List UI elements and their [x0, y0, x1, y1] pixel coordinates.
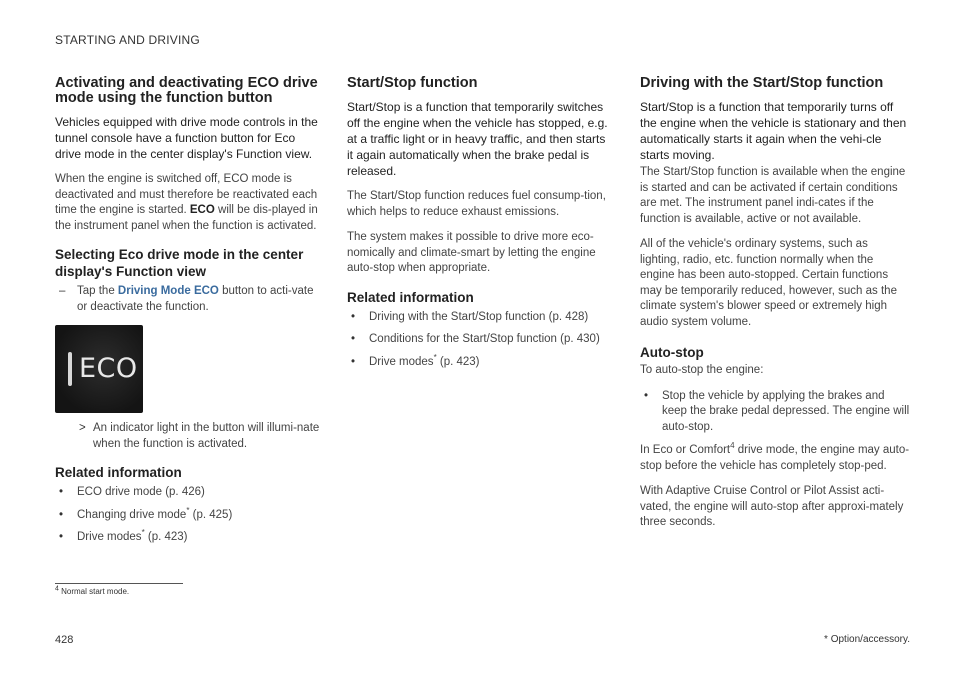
- result-text: An indicator light in the button will illumi-nate when the function is activated.: [93, 422, 320, 450]
- related-link-text: Drive modes: [369, 355, 434, 368]
- eco-comfort-text-after: drive mode, the engine may auto-stop before the vehicle has completely stop-ped.: [640, 444, 910, 472]
- para-eco-text-before: When the engine is switched off, ECO mode is deactivated and must therefore be reactivated each time the engine is started.: [55, 173, 318, 216]
- lead-start-stop: Start/Stop is a function that temporarily switches off the engine when the vehicle has stopped, e.g. at a traffic light or in heavy traffic, and then starts it again automatically when the brake pedal is released.: [347, 100, 608, 178]
- auto-stop-list: [640, 389, 910, 436]
- footnote: [55, 587, 129, 596]
- related-link-changing-drive-mode[interactable]: [55, 505, 320, 524]
- column-eco-mode: [55, 76, 320, 554]
- heading-driving-start-stop: Driving with the Start/Stop function: [640, 75, 884, 91]
- eco-button-image: [55, 325, 143, 413]
- subheading-auto-stop: Auto-stop: [640, 345, 704, 360]
- para-availability: The Start/Stop function is available when the engine is started and can be activated if certain conditions are met. The instrument panel indi-cates if the function is available, active or not available.: [640, 166, 906, 225]
- indicator-light-bar: [68, 352, 72, 386]
- para-eco-driving: The system makes it possible to drive more eco-nomically and climate-smart by letting the engine auto-stop when appropriate.: [347, 231, 596, 274]
- related-link-page: (p. 423): [436, 355, 480, 368]
- result-indicator: [55, 421, 320, 452]
- option-star: *: [141, 528, 145, 538]
- section-header: STARTING AND DRIVING: [55, 33, 200, 47]
- related-link-drive-modes[interactable]: [55, 530, 320, 546]
- result-marker: >: [79, 422, 86, 434]
- option-star: *: [433, 352, 437, 362]
- footnote-number: 4: [55, 585, 59, 593]
- step-marker: –: [59, 285, 66, 297]
- related-info-heading: Related information: [55, 465, 182, 480]
- footnote-text: Normal start mode.: [58, 587, 130, 596]
- para-auto-stop-intro: To auto-stop the engine:: [640, 364, 764, 376]
- related-link-drive-modes[interactable]: [347, 352, 613, 371]
- related-link-text: Changing drive mode: [77, 508, 187, 521]
- para-eco-comfort: [640, 443, 910, 474]
- para-ordinary-systems: All of the vehicle's ordinary systems, such as lighting, radio, etc. function normally when the engine has been auto-stopped. Certain functions may be temporarily reduced, however, such as the climate system's blower speed or extremely high audio system volume.: [640, 238, 897, 328]
- related-link-text: Drive modes: [77, 531, 142, 543]
- para-adaptive-cruise: With Adaptive Cruise Control or Pilot Assist acti-vated, the engine will auto-stop after approxi-mately three seconds.: [640, 485, 904, 528]
- related-list-col1: [55, 485, 320, 546]
- eco-comfort-text-before: In Eco or Comfort: [640, 444, 731, 456]
- option-accessory-note: * Option/accessory.: [824, 634, 910, 645]
- option-star: *: [186, 505, 190, 515]
- related-link-text: ECO drive mode (p. 426): [77, 486, 205, 498]
- lead-driving-start-stop: Start/Stop is a function that temporarily turns off the engine when the vehicle is stationary and then automatically starts it again when the vehi-cle starts moving.: [640, 100, 907, 162]
- step-tap-button: [55, 284, 320, 315]
- lead-eco: Vehicles equipped with drive mode controls in the tunnel console have a function button for Eco drive mode in the center display's Function view.: [55, 115, 318, 161]
- column-driving-start-stop: [640, 76, 910, 541]
- para-fuel-consumption: The Start/Stop function reduces fuel consump-tion, which helps to reduce exhaust emissions.: [347, 190, 606, 218]
- auto-stop-step: • Stop the vehicle by applying the brakes and keep the brake pedal depressed. The engine will auto-stop.: [640, 389, 910, 436]
- para-eco-deactivated: [55, 172, 320, 234]
- column-start-stop: [347, 76, 613, 378]
- heading-start-stop: Start/Stop function: [347, 75, 478, 91]
- footnote-divider: [55, 583, 183, 584]
- related-list-col2: [347, 310, 613, 371]
- driving-mode-eco-link[interactable]: Driving Mode ECO: [117, 285, 219, 297]
- step-text-before: Tap the: [77, 285, 118, 297]
- related-info-heading: Related information: [347, 289, 474, 305]
- eco-button-label: ECO: [79, 353, 138, 384]
- related-link-eco-drive-mode[interactable]: [55, 485, 320, 501]
- related-link-page: (p. 425): [189, 508, 233, 521]
- related-link-page: (p. 423): [144, 531, 188, 543]
- eco-term: ECO: [189, 204, 215, 216]
- subheading-function-view: Selecting Eco drive mode in the center display's Function view: [55, 247, 304, 279]
- related-link-conditions-start-stop[interactable]: • Conditions for the Start/Stop function (p. 430): [347, 332, 613, 348]
- footnote-ref: 4: [730, 441, 735, 451]
- para-eco-text-after: will be dis-played in the instrument panel when the function is activated.: [55, 204, 318, 232]
- step-text-after: button to acti-vate or deactivate the function.: [77, 285, 314, 313]
- related-link-driving-start-stop[interactable]: • Driving with the Start/Stop function (p. 428): [347, 310, 613, 326]
- heading-eco-function-button: Activating and deactivating ECO drive mode using the function button: [55, 75, 318, 106]
- page-number: 428: [55, 634, 74, 646]
